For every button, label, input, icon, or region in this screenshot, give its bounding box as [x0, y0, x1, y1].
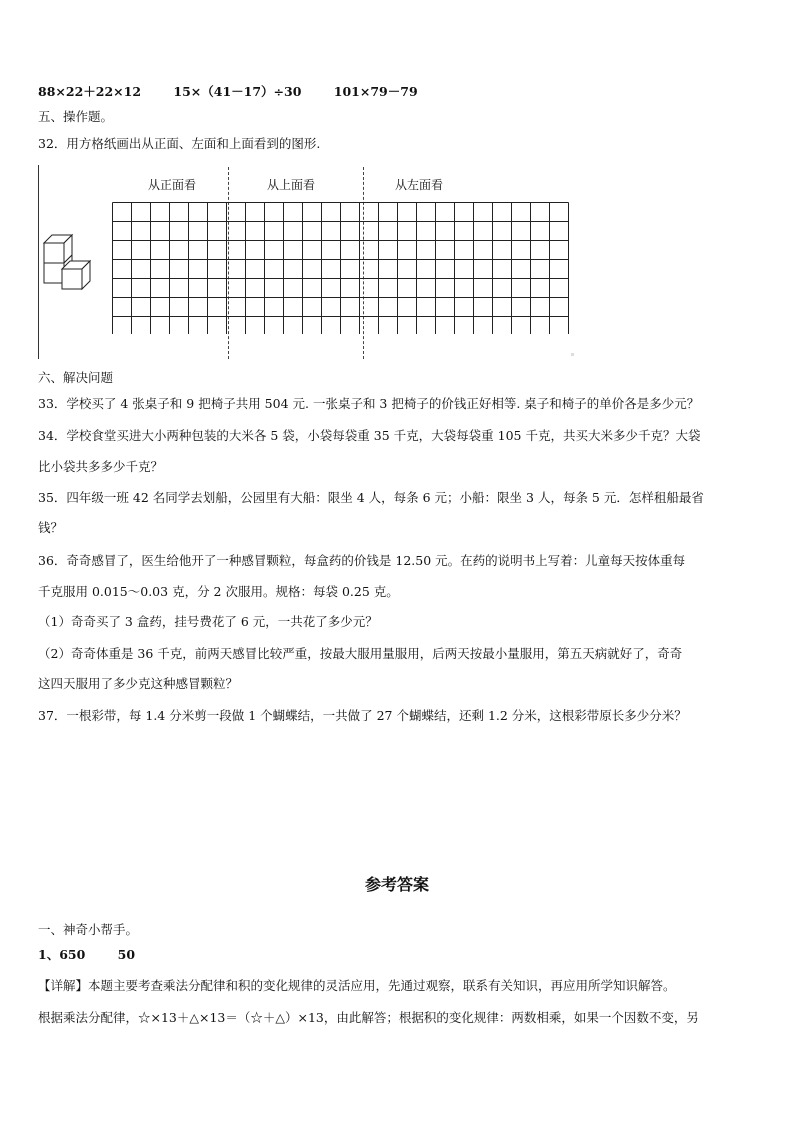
answer-1	[38, 947, 163, 963]
answer-section-1-title: 一、神奇小帮手。	[38, 922, 139, 937]
question-36-sub-2-line-1: （2）奇奇体重是 36 千克，前两天感冒比较严重，按最大服用量服用，后两天按最小量服用，第五天病就好了，奇奇	[38, 646, 683, 661]
question-32: 32．用方格纸画出从正面、左面和上面看到的图形.	[38, 136, 321, 151]
answer-section-title: 参考答案	[364, 875, 429, 894]
question-36-sub-2-line-2: 这四天服用了多少克这种感冒颗粒？	[38, 676, 239, 691]
answer-1-value-2: 50	[117, 947, 136, 962]
question-36-sub-1: （1）奇奇买了 3 盒药，挂号费花了 6 元，一共花了多少元？	[38, 614, 378, 629]
question-34-line-1: 34．学校食堂买进大小两种包装的大米各 5 袋，小袋每袋重 35 千克，大袋每袋重 105 千克，共买大米多少千克？大袋	[38, 428, 701, 443]
calc-expressions	[38, 84, 446, 100]
question-35-line-2: 钱？	[38, 520, 64, 535]
cube-stack-icon	[38, 231, 98, 301]
square-grid-paper	[112, 202, 576, 334]
expression-1: 88×22＋22×12	[38, 84, 142, 99]
label-top-view: 从上面看	[267, 178, 316, 192]
answer-detail-line-1: 【详解】本题主要考查乘法分配律和积的变化规律的灵活应用，先通过观察，联系有关知识，再应用所学知识解答。	[38, 978, 676, 993]
label-left-view: 从左面看	[395, 178, 444, 192]
question-35-line-1: 35．四年级一班 42 名同学去划船，公园里有大船：限坐 4 人，每条 6 元；小船：限坐 3 人，每条 5 元．怎样租船最省	[38, 490, 704, 505]
section-6-title: 六、解决问题	[38, 370, 114, 385]
figure-corner-mark	[571, 353, 574, 356]
question-36-line-1: 36．奇奇感冒了，医生给他开了一种感冒颗粒，每盒药的价钱是 12.50 元。在药的说明书上写着：儿童每天按体重每	[38, 553, 686, 568]
question-36-line-2: 千克服用 0.015～0.03 克，分 2 次服用。规格：每袋 0.25 克。	[38, 584, 399, 599]
label-front-view: 从正面看	[148, 178, 197, 192]
question-34-line-2: 比小袋共多多少千克？	[38, 459, 164, 474]
three-view-grid-figure	[38, 165, 583, 361]
expression-3: 101×79－79	[333, 84, 418, 99]
question-33: 33．学校买了 4 张桌子和 9 把椅子共用 504 元. 一张桌子和 3 把椅子的价钱正好相等. 桌子和椅子的单价各是多少元？	[38, 396, 700, 411]
expression-2: 15×（41－17）÷30	[173, 84, 302, 99]
question-37: 37．一根彩带，每 1.4 分米剪一段做 1 个蝴蝶结，一共做了 27 个蝴蝶结，还剩 1.2 分米，这根彩带原长多少分米？	[38, 708, 687, 723]
answer-detail-line-2: 根据乘法分配律，☆×13＋△×13＝（☆＋△）×13，由此解答；根据积的变化规律：两数相乘，如果一个因数不变，另	[38, 1010, 699, 1025]
section-5-title: 五、操作题。	[38, 109, 114, 124]
answer-1-value-1: 1、650	[38, 947, 86, 962]
